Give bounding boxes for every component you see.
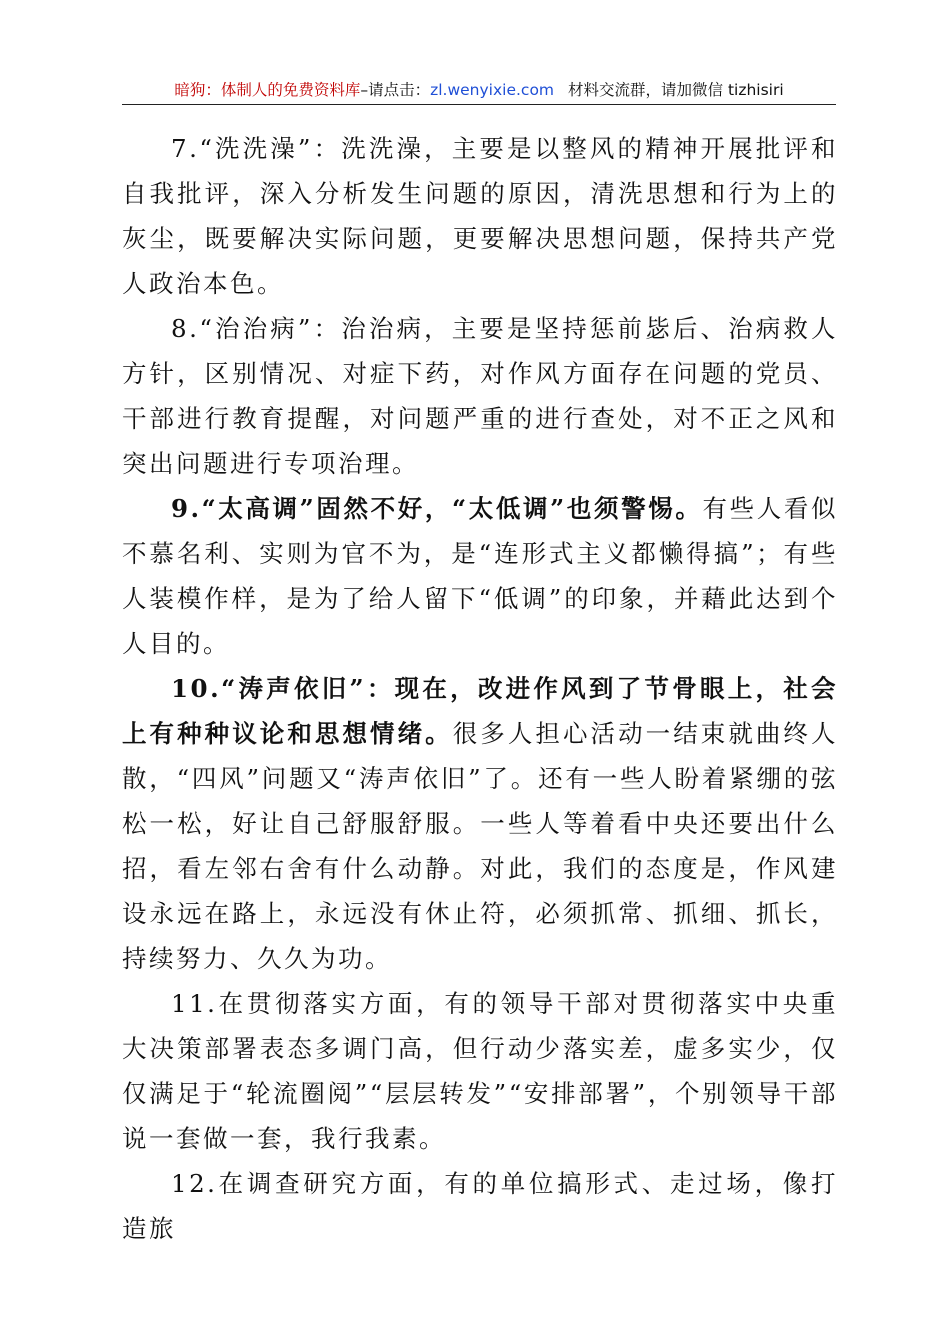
header-wechat-note: 材料交流群，请加微信 tizhisiri xyxy=(568,81,784,99)
header-brand: 暗狗：体制人的免费资料库 xyxy=(174,81,361,99)
paragraph-7 xyxy=(122,126,838,306)
paragraph-text: 8.“治治病”：治治病，主要是坚持惩前毖后、治病救人方针，区别情况、对症下药，对作风方面存在问题的党员、干部进行教育提醒，对问题严重的进行查处，对不正之风和突出问题进行专项治理。 xyxy=(122,314,838,478)
paragraph-text: 有些人看似不慕名利、实则为官不为，是“连形式主义都懒得搞”；有些人装模作样，是为了给人留下“低调”的印象，并藉此达到个人目的。 xyxy=(122,494,838,658)
paragraph-text: 12.在调查研究方面，有的单位搞形式、走过场，像打造旅 xyxy=(122,1169,838,1243)
paragraph-text: 很多人担心活动一结束就曲终人散，“四风”问题又“涛声依旧”了。还有一些人盼着紧绷的弦松一松，好让自己舒服舒服。一些人等着看中央还要出什么招，看左邻右舍有什么动静。对此，我们的态度是，作风建设永远在路上，永远没有休止符，必须抓常、抓细、抓长，持续努力、久久为功。 xyxy=(122,719,838,973)
paragraph-text: 11.在贯彻落实方面，有的领导干部对贯彻落实中央重大决策部署表态多调门高，但行动少落实差，虚多实少，仅仅满足于“轮流圈阅”“层层转发”“安排部署”，个别领导干部说一套做一套，我行我素。 xyxy=(122,989,838,1153)
paragraph-text: 7.“洗洗澡”：洗洗澡，主要是以整风的精神开展批评和自我批评，深入分析发生问题的原因，清洗思想和行为上的灰尘，既要解决实际问题，更要解决思想问题，保持共产党人政治本色。 xyxy=(122,134,838,298)
paragraph-12 xyxy=(122,1161,838,1251)
header-url-link[interactable]: zl.wenyixie.com xyxy=(430,81,555,99)
header-click-prompt: –请点击： xyxy=(360,81,431,99)
paragraph-lead: 10.“涛声依旧”：现在，改进作风到了节骨眼上，社会上有种种议论和思想情绪。 xyxy=(122,674,838,748)
page-header xyxy=(122,78,836,105)
paragraph-8 xyxy=(122,306,838,486)
paragraph-lead: 9.“太高调”固然不好，“太低调”也须警惕。 xyxy=(171,494,703,523)
paragraph-11 xyxy=(122,981,838,1161)
paragraph-10 xyxy=(122,666,838,981)
paragraph-9 xyxy=(122,486,838,666)
document-body xyxy=(122,126,838,1251)
